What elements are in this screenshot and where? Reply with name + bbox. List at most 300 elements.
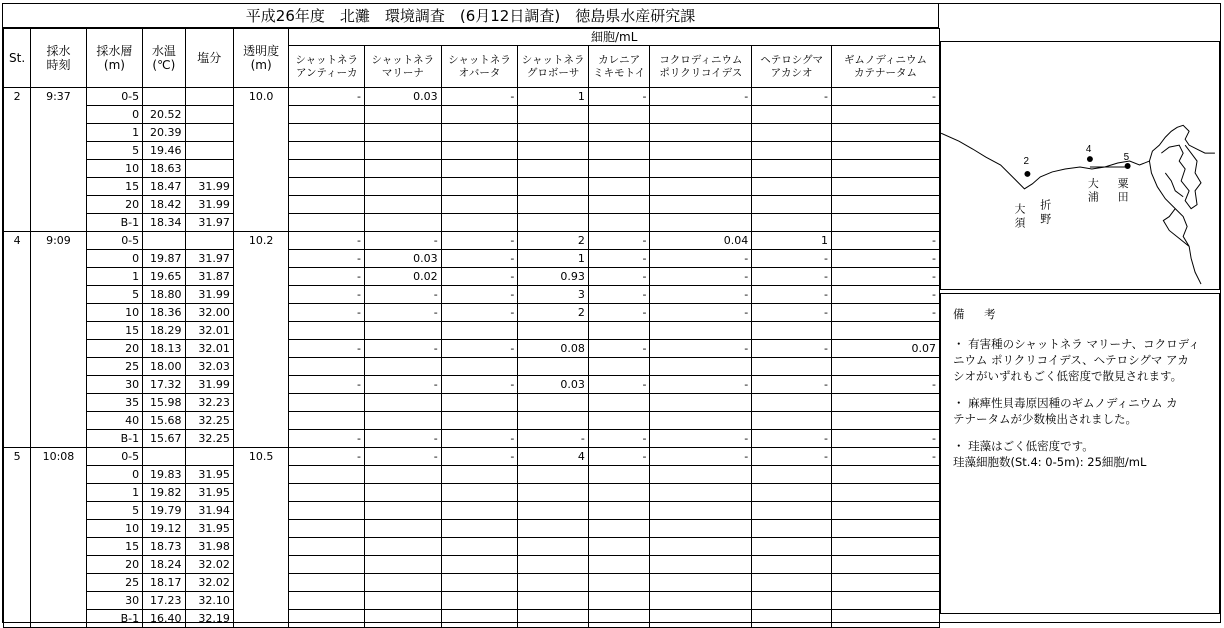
cell-count: - [365,376,442,394]
salinity-cell [185,142,233,160]
place-oosu-2: 須 [1014,216,1026,230]
cell-count [365,520,442,538]
remark-line: シオがいずれもごく低密度で散見されます。 [953,369,1183,383]
cell-count: 1 [518,88,589,106]
salinity-cell [185,232,233,250]
cell-count [650,520,752,538]
cell-count: - [441,250,518,268]
remark-item [953,336,1213,384]
cell-count [365,538,442,556]
remark-line: ・ 珪藻はごく低密度です。 [953,439,1094,453]
cell-count [518,484,589,502]
cell-count: - [650,340,752,358]
remark-item [953,438,1213,470]
cell-count: - [831,448,939,466]
cell-count [650,214,752,232]
remark-line: ニウム ポリクリコイデス、ヘテロシグマ アカ [953,353,1189,367]
cell-count: - [588,250,650,268]
cell-count [752,592,832,610]
cell-count: 0.03 [365,250,442,268]
cell-count [441,466,518,484]
depth-cell: 15 [86,322,142,340]
depth-cell: 1 [86,124,142,142]
cell-count: - [650,448,752,466]
salinity-cell: 31.99 [185,376,233,394]
cell-count [518,142,589,160]
transparency-cell: 10.5 [233,448,288,628]
temp-cell: 19.46 [143,142,185,160]
cell-count [365,394,442,412]
table-row [4,286,940,304]
depth-cell: 15 [86,178,142,196]
cell-count: 0.93 [518,268,589,286]
cell-count: - [831,250,939,268]
salinity-cell: 32.19 [185,610,233,628]
cell-count: - [650,430,752,448]
cell-count: - [588,430,650,448]
cell-count [650,592,752,610]
cell-count: - [752,250,832,268]
cell-count [831,556,939,574]
station-4-label: 4 [1085,144,1092,156]
cell-count [518,124,589,142]
header-sampling-time: 採水 時刻 [31,29,86,88]
transparency-cell: 10.0 [233,88,288,232]
cell-count: - [588,340,650,358]
station-id-cell: 5 [4,448,31,628]
salinity-cell: 31.95 [185,520,233,538]
salinity-cell [185,106,233,124]
table-row [4,592,940,610]
table-row [4,376,940,394]
salinity-cell [185,124,233,142]
place-oriya-1: 折 [1040,198,1052,212]
cell-count [289,538,365,556]
cell-count [650,124,752,142]
cell-count [650,574,752,592]
cell-count: - [365,286,442,304]
cell-count [518,106,589,124]
cell-count [752,322,832,340]
cell-count: - [289,376,365,394]
table-row [4,106,940,124]
table-row [4,394,940,412]
cell-count [289,502,365,520]
cell-count: - [441,376,518,394]
temp-cell: 18.34 [143,214,185,232]
depth-cell: 10 [86,160,142,178]
header-sampling-layer: 採水層 (m) [86,29,142,88]
salinity-cell: 31.99 [185,196,233,214]
depth-cell: 5 [86,502,142,520]
salinity-cell [185,88,233,106]
cell-count [441,484,518,502]
coastline [941,125,1215,188]
cell-count: - [752,430,832,448]
cell-count [289,106,365,124]
salinity-cell: 31.99 [185,178,233,196]
cell-count: - [588,232,650,250]
temp-cell: 15.98 [143,394,185,412]
temp-cell: 15.68 [143,412,185,430]
cell-count: - [518,430,589,448]
cell-count [441,160,518,178]
cell-count [289,358,365,376]
temp-cell: 18.42 [143,196,185,214]
cell-count [650,322,752,340]
species-header: カレニア ミキモトイ [588,46,650,88]
cell-count: - [588,304,650,322]
cell-count [365,178,442,196]
cell-count [752,196,832,214]
sampling-time-cell: 9:37 [31,88,86,232]
cell-count [289,160,365,178]
cell-count: - [441,340,518,358]
cell-count: - [441,430,518,448]
cell-count [588,556,650,574]
cell-count: 1 [518,250,589,268]
cell-count: - [650,286,752,304]
cell-count [588,358,650,376]
cell-count [365,124,442,142]
temp-cell: 19.82 [143,484,185,502]
cell-count: - [752,88,832,106]
cell-count [650,196,752,214]
table-row [4,484,940,502]
cell-count [365,142,442,160]
table-row [4,304,940,322]
remark-item [953,395,1213,427]
salinity-cell: 32.10 [185,592,233,610]
cell-count: 0.08 [518,340,589,358]
cell-count [289,142,365,160]
sampling-time-cell: 10:08 [31,448,86,628]
header-station: St. [4,29,31,88]
cell-count [441,394,518,412]
cell-count [441,322,518,340]
cell-count [588,214,650,232]
cell-count [831,106,939,124]
station-2-label: 2 [1023,156,1029,168]
salinity-cell: 32.01 [185,340,233,358]
depth-cell: 25 [86,358,142,376]
cell-count: - [588,286,650,304]
cell-count: 0.03 [518,376,589,394]
depth-cell: 25 [86,574,142,592]
species-header: シャットネラ オバータ [441,46,518,88]
temp-cell: 20.52 [143,106,185,124]
cell-count: - [289,268,365,286]
cell-count: - [289,304,365,322]
cell-count [588,502,650,520]
table-row [4,232,940,250]
cell-count: - [289,88,365,106]
cell-count: - [289,448,365,466]
cell-count: - [752,268,832,286]
table-row [4,520,940,538]
remarks-list [953,336,1213,470]
table-row [4,214,940,232]
cell-count [752,520,832,538]
cell-count: - [831,286,939,304]
cell-count [752,412,832,430]
table-row [4,340,940,358]
species-header: ギムノディニウム カテナータム [831,46,939,88]
table-row [4,502,940,520]
species-header: ヘテロシグマ アカシオ [752,46,832,88]
cell-count: - [650,304,752,322]
cell-count [588,520,650,538]
cell-count [831,574,939,592]
cell-count [518,322,589,340]
cell-count [588,160,650,178]
cell-count [650,358,752,376]
cell-count: - [441,286,518,304]
header-transparency: 透明度 (m) [233,29,288,88]
remark-line: テナータムが少数検出されました。 [953,412,1137,426]
cell-count: 4 [518,448,589,466]
cell-count [752,124,832,142]
cell-count: - [289,340,365,358]
cell-count [441,178,518,196]
cell-count [588,142,650,160]
cell-count: - [365,232,442,250]
place-ooura-1: 大 [1087,176,1099,190]
cell-count [752,574,832,592]
table-row [4,430,940,448]
cell-count: - [752,376,832,394]
depth-cell: 40 [86,412,142,430]
temp-cell: 19.79 [143,502,185,520]
depth-cell: 0-5 [86,232,142,250]
cell-count [289,484,365,502]
table-row [4,124,940,142]
cell-count [289,214,365,232]
cell-count [289,322,365,340]
depth-cell: 5 [86,142,142,160]
cell-count [831,520,939,538]
cell-count [518,574,589,592]
depth-cell: 5 [86,286,142,304]
species-header: シャットネラ グロボーサ [518,46,589,88]
table-row [4,466,940,484]
station-id-cell: 4 [4,232,31,448]
remark-line: ・ 有害種のシャットネラ マリーナ、コクロディ [953,337,1200,351]
cell-count: - [289,286,365,304]
table-row [4,196,940,214]
table-body [4,88,940,628]
table-row [4,556,940,574]
cell-count [289,178,365,196]
cell-count: - [441,88,518,106]
table-row [4,358,940,376]
peninsula [1149,161,1201,284]
place-oosu-1: 大 [1014,202,1026,216]
table-row [4,88,940,106]
depth-cell: B-1 [86,610,142,628]
cell-count [831,412,939,430]
cell-count [752,394,832,412]
report-title: 平成26年度 北灘 環境調査 (6月12日調査) 徳島県水産研究課 [3,4,939,28]
cell-count [588,178,650,196]
cell-count [752,484,832,502]
salinity-cell: 31.97 [185,214,233,232]
station-id-cell: 2 [4,88,31,232]
cell-count [831,538,939,556]
depth-cell: 1 [86,484,142,502]
table-row [4,538,940,556]
depth-cell: 15 [86,538,142,556]
cell-count [831,502,939,520]
cell-count [289,574,365,592]
cell-count [518,502,589,520]
cell-count [752,502,832,520]
cell-count [518,556,589,574]
cell-count [831,466,939,484]
cell-count [365,502,442,520]
cell-count: - [441,268,518,286]
temp-cell [143,448,185,466]
temp-cell: 19.12 [143,520,185,538]
cell-count [365,412,442,430]
cell-count: - [289,250,365,268]
cell-count [650,160,752,178]
cell-count [365,574,442,592]
cell-count [441,502,518,520]
salinity-cell: 32.03 [185,358,233,376]
temp-cell [143,88,185,106]
depth-cell: 20 [86,196,142,214]
cell-count: - [289,430,365,448]
cell-count [650,412,752,430]
cell-count [441,106,518,124]
cell-count: 0.07 [831,340,939,358]
cell-count [831,160,939,178]
cell-count: 1 [752,232,832,250]
place-awata-1: 粟 [1117,176,1129,190]
cell-count: - [365,304,442,322]
cell-count: - [831,232,939,250]
temp-cell: 18.36 [143,304,185,322]
cell-count [518,538,589,556]
cell-count: - [289,232,365,250]
cell-count [289,556,365,574]
report-sheet [2,3,1221,623]
cell-count [831,358,939,376]
cell-count [752,466,832,484]
cell-count [588,538,650,556]
cell-count [518,214,589,232]
cell-count: 2 [518,304,589,322]
salinity-cell: 32.25 [185,412,233,430]
temp-cell: 18.00 [143,358,185,376]
sampling-time-cell: 9:09 [31,232,86,448]
temp-cell: 18.13 [143,340,185,358]
cell-count [831,214,939,232]
cell-count: - [588,268,650,286]
temp-cell [143,232,185,250]
cell-count [752,538,832,556]
cell-count [588,322,650,340]
cell-count [650,178,752,196]
salinity-cell: 31.95 [185,466,233,484]
cell-count: - [588,376,650,394]
salinity-cell: 32.01 [185,322,233,340]
cell-count [518,358,589,376]
cell-count [518,466,589,484]
temp-cell: 18.24 [143,556,185,574]
depth-cell: B-1 [86,214,142,232]
cell-count [518,178,589,196]
cell-count [289,196,365,214]
cell-count [650,502,752,520]
cell-count [752,556,832,574]
species-header: シャットネラ アンティーカ [289,46,365,88]
cell-count [441,574,518,592]
cell-count [650,556,752,574]
cell-count [650,106,752,124]
cell-count [441,358,518,376]
remark-line: 珪藻細胞数(St.4: 0-5m): 25細胞/mL [953,455,1147,469]
cell-count [518,160,589,178]
cell-count: - [365,448,442,466]
cell-count: - [831,430,939,448]
salinity-cell: 31.99 [185,286,233,304]
depth-cell: 0 [86,106,142,124]
depth-cell: 0 [86,250,142,268]
cell-count [588,394,650,412]
cell-count: 3 [518,286,589,304]
depth-cell: 35 [86,394,142,412]
place-ooura-2: 浦 [1087,190,1099,204]
salinity-cell: 31.97 [185,250,233,268]
cell-count [365,466,442,484]
place-oriya-2: 野 [1040,212,1052,226]
cell-count [831,178,939,196]
cell-count: 0.02 [365,268,442,286]
cell-count [289,394,365,412]
remark-line: ・ 麻痺性貝毒原因種のギムノディニウム カ [953,396,1178,410]
temp-cell: 15.67 [143,430,185,448]
salinity-cell [185,160,233,178]
cell-count [650,142,752,160]
temp-cell: 16.40 [143,610,185,628]
cell-count [441,556,518,574]
cell-count [365,196,442,214]
place-awata-2: 田 [1117,190,1129,204]
transparency-cell: 10.2 [233,232,288,448]
salinity-cell: 31.87 [185,268,233,286]
table-row [4,448,940,466]
table-row [4,142,940,160]
cell-count [441,214,518,232]
cell-count [441,124,518,142]
cell-count [831,484,939,502]
cell-count [441,412,518,430]
cell-count [831,394,939,412]
table-row [4,160,940,178]
salinity-cell: 32.02 [185,574,233,592]
table-row [4,268,940,286]
cell-count [650,466,752,484]
cell-count [752,142,832,160]
salinity-cell: 32.00 [185,304,233,322]
depth-cell: 10 [86,520,142,538]
cell-count [365,484,442,502]
table-row [4,178,940,196]
cell-count [831,592,939,610]
cell-count [588,124,650,142]
